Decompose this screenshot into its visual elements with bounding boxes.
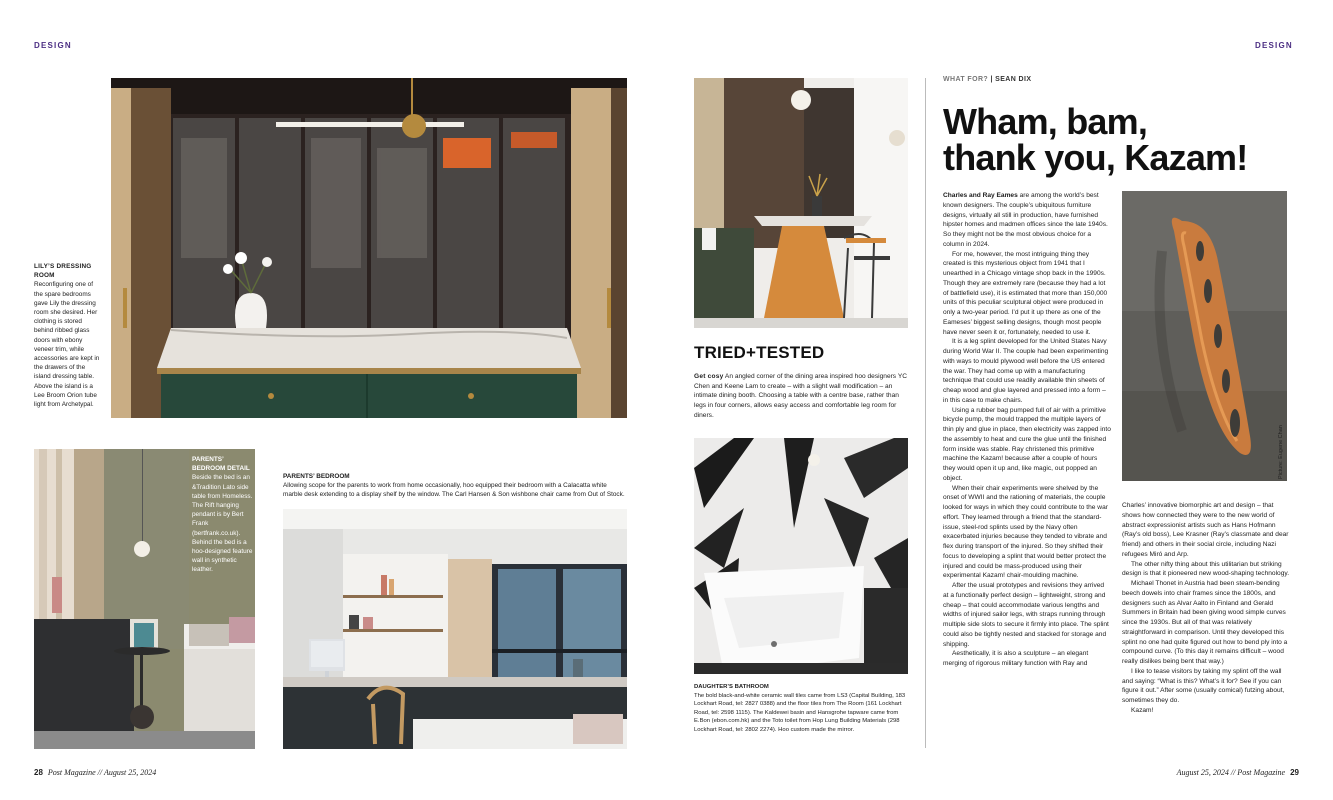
tried-tested-text: [694, 372, 908, 421]
tried-tested-heading: TRIED+TESTED: [694, 343, 825, 362]
dressing-room-caption-title: LILY’S DRESSING ROOM: [34, 263, 92, 280]
tried-tested-lead: Get cosy: [694, 373, 724, 380]
article-paragraph: [943, 581, 1111, 649]
article-paragraph: [943, 649, 1111, 669]
parents-bedroom-caption-title: PARENTS’ BEDROOM: [283, 473, 350, 480]
parents-detail-caption-text: Beside the bed is an &Tradition Lato side table from Homeless. The Rift hanging pendant is by Bert Frank (bertfrank.co.uk). Behind the bed is a hoo-designed feature wall in synthetic leather.: [192, 474, 253, 574]
article-paragraph-text: The other nifty thing about this utilitarian but striking design is that it pioneered new wood-shaping technology.: [1122, 560, 1290, 578]
article-paragraph-text: Charles’ innovative biomorphic art and design – that shows how connected they were to the new world of abstract expressionist artists such as Hans Hofmann (Ray’s old boss), Lee Krasner (Ray’s classmate and dear friend) and others in their social circle, including Nazi refugees Miró and Arp.: [1122, 502, 1289, 558]
article-paragraph-text: Aesthetically, it is also a sculpture – an elegant merging of rigorous military function with Ray and: [943, 650, 1089, 667]
headline-line-1: Wham, bam,: [943, 101, 1148, 142]
article-paragraph-text: After the usual prototypes and revisions they arrived at a functionally perfect design – lightweight, strong and cheap – that could accommodate various lengths and widths of injured sailor legs, with straps running through multiple side slots to secure it firmly into place. The splint could also be tightly nested and stacked for storage and shipping.: [943, 582, 1109, 648]
article-headline: [943, 101, 1323, 178]
bathroom-caption-text: The bold black-and-white ceramic wall tiles came from LS3 (Capital Building, 183 Lockhart Road, tel: 2827 0388) and the floor tiles from The Room (161 Lockhart Road, tel: 2598 1115). The Kaldewei basin and Hansgrohe tapware came from E.Bon (ebon.com.hk) and the Toto toilet from Hop Lung Building Materials (298 Lockhart Road, tel: 2802 2274). Hoo custom made the mirror.: [694, 692, 906, 733]
tried-tested-body: An angled corner of the dining area inspired hoo designers YC Chen and Keene Lam to create – with a slight wall modification – an intimate dining booth. Choosing a table with a centre base, rather than legs in four corners, allows easy access and comfortable leg room for diners.: [694, 373, 907, 419]
right-section-tag: DESIGN: [1255, 41, 1293, 50]
article-paragraph: [943, 250, 1111, 338]
kicker-author: SEAN DIX: [995, 76, 1032, 83]
parents-bedroom-detail-photo: [34, 449, 255, 749]
parents-detail-caption-title: PARENTS’ BEDROOM DETAIL: [192, 456, 250, 473]
article-paragraph: [943, 191, 1111, 250]
article-paragraph: [943, 337, 1111, 405]
parents-bedroom-caption: [283, 472, 627, 500]
article-paragraph-text: Michael Thonet in Austria had been steam-bending beech dowels into chair frames since the 1800s, and designers such as Alvar Aalto in Finland and Gerald Summers in Britain had been giving wood simple curves since the 1930s. But all of that was relatively straightforward in comparison. Until they developed this splint no one had quite figured out how to bend ply into a compound curve. (To this day it remains difficult – wood really dislikes being bent that way.): [1122, 580, 1288, 665]
article-paragraph-text: It is a leg splint developed for the United States Navy during World War II. The couple had been experimenting with ways to mould plywood well before the US entered the war. They had come up with a manufacturing technique that could use readily available thin sheets of cheap wood and glue layered and pressed into a form – in this case to make chairs.: [943, 338, 1109, 404]
left-page-number: 28: [34, 768, 43, 777]
right-page-number: 29: [1290, 768, 1299, 777]
article-paragraph: [1122, 560, 1290, 580]
daughters-bathroom-photo: [694, 438, 908, 674]
dressing-room-caption-text: Reconfiguring one of the spare bedrooms gave Lily the dressing room she desired. Her clothing is stored behind ribbed glass doors with ebony veneer trim, while accessories are kept in the drawers of the island dressing table. Above the island is a Lee Broom Orion tube light from Archetypal.: [34, 281, 100, 409]
dressing-room-photo: [111, 78, 627, 418]
article-paragraph: [1122, 579, 1290, 667]
article-kicker: [943, 76, 1031, 83]
article-paragraph: [1122, 501, 1290, 560]
parents-detail-caption: [192, 455, 254, 575]
leg-splint-photo: [1122, 191, 1287, 481]
article-paragraph-text: Using a rubber bag pumped full of air with a primitive bicycle pump, the mould trapped the multiple layers of thin ply and glue in place, then electricity was zapped into the assembly to heat and cure the glue until the finished form inside was stable. Ray christened this primitive machine the Kazam! because after a couple of hours they would open it up and, like magic, out popped an object.: [943, 406, 1111, 482]
article-column-2: [1122, 501, 1290, 716]
photo-credit: Picture: Eugene Chan: [1278, 425, 1284, 479]
article-paragraph-text: Kazam!: [1131, 706, 1154, 714]
dressing-room-caption: [34, 262, 102, 409]
article-paragraph: [943, 406, 1111, 484]
article-column-1: [943, 191, 1111, 669]
right-folio-text: August 25, 2024 // Post Magazine: [1176, 768, 1286, 777]
bathroom-caption: [694, 683, 908, 734]
article-paragraph: [1122, 667, 1290, 706]
headline-line-2: thank you, Kazam!: [943, 137, 1248, 178]
kicker-label: WHAT FOR?: [943, 76, 989, 83]
article-paragraph-text: For me, however, the most intriguing thing they created is this mysterious object from 1941 that I unearthed in a Chicago vintage shop back in the 1990s. Though they are extremely rare (because they had a lot of battlefield use), it is estimated that more than 150,000 units of this peculiar sculptural object were produced in only a two-year period. I’d put it up there as one of the Eameses’ biggest selling designs, though most people have never seen it or, fortunately, needed to use it.: [943, 250, 1108, 336]
article-paragraph-text: When their chair experiments were shelved by the onset of WWII and the rationing of materials, the couple looked for ways in which they could contribute to the war effort. They learned through a friend that the standard-issue, steel-rod splints used by the Navy often exacerbated injuries because they tended to vibrate and flex during transport of the injured. So they shifted their focus to developing a splint that would better protect the injured and could be mass-produced using their experimental Kazam! chair-moulding machine.: [943, 484, 1108, 580]
kicker-divider: |: [990, 76, 993, 83]
left-folio: [34, 768, 156, 777]
parents-bedroom-photo: [283, 509, 627, 749]
article-paragraph-text: I like to tease visitors by taking my splint off the wall and saying: “What is this? What’s it for? See if you can figure it out.” After some (usually comical) futzing about, sometimes they do.: [1122, 667, 1285, 704]
article-lead: Charles and Ray Eames: [943, 192, 1018, 199]
article-paragraph: [1122, 706, 1290, 716]
left-section-tag: DESIGN: [34, 41, 72, 50]
bathroom-caption-title: DAUGHTER’S BATHROOM: [694, 684, 769, 690]
parents-bedroom-caption-text: Allowing scope for the parents to work from home occasionally, hoo equipped their bedroom with a Calacatta white marble desk extending to a display shelf by the window. The Carl Hansen & Son wishbone chair came from Out of Stock.: [283, 482, 625, 499]
article-paragraph: [943, 484, 1111, 582]
article-paragraph-text: are among the world’s best known designers. The couple’s ubiquitous furniture designs, virtually all still in production, have furnished hipster homes and madmen offices since the late 1940s. So they might not be the most obvious choice for a column in 2024.: [943, 192, 1108, 248]
left-folio-text: Post Magazine // August 25, 2024: [47, 768, 157, 777]
column-rule: [925, 78, 926, 748]
right-folio: [1177, 768, 1299, 777]
dining-booth-photo: [694, 78, 908, 328]
